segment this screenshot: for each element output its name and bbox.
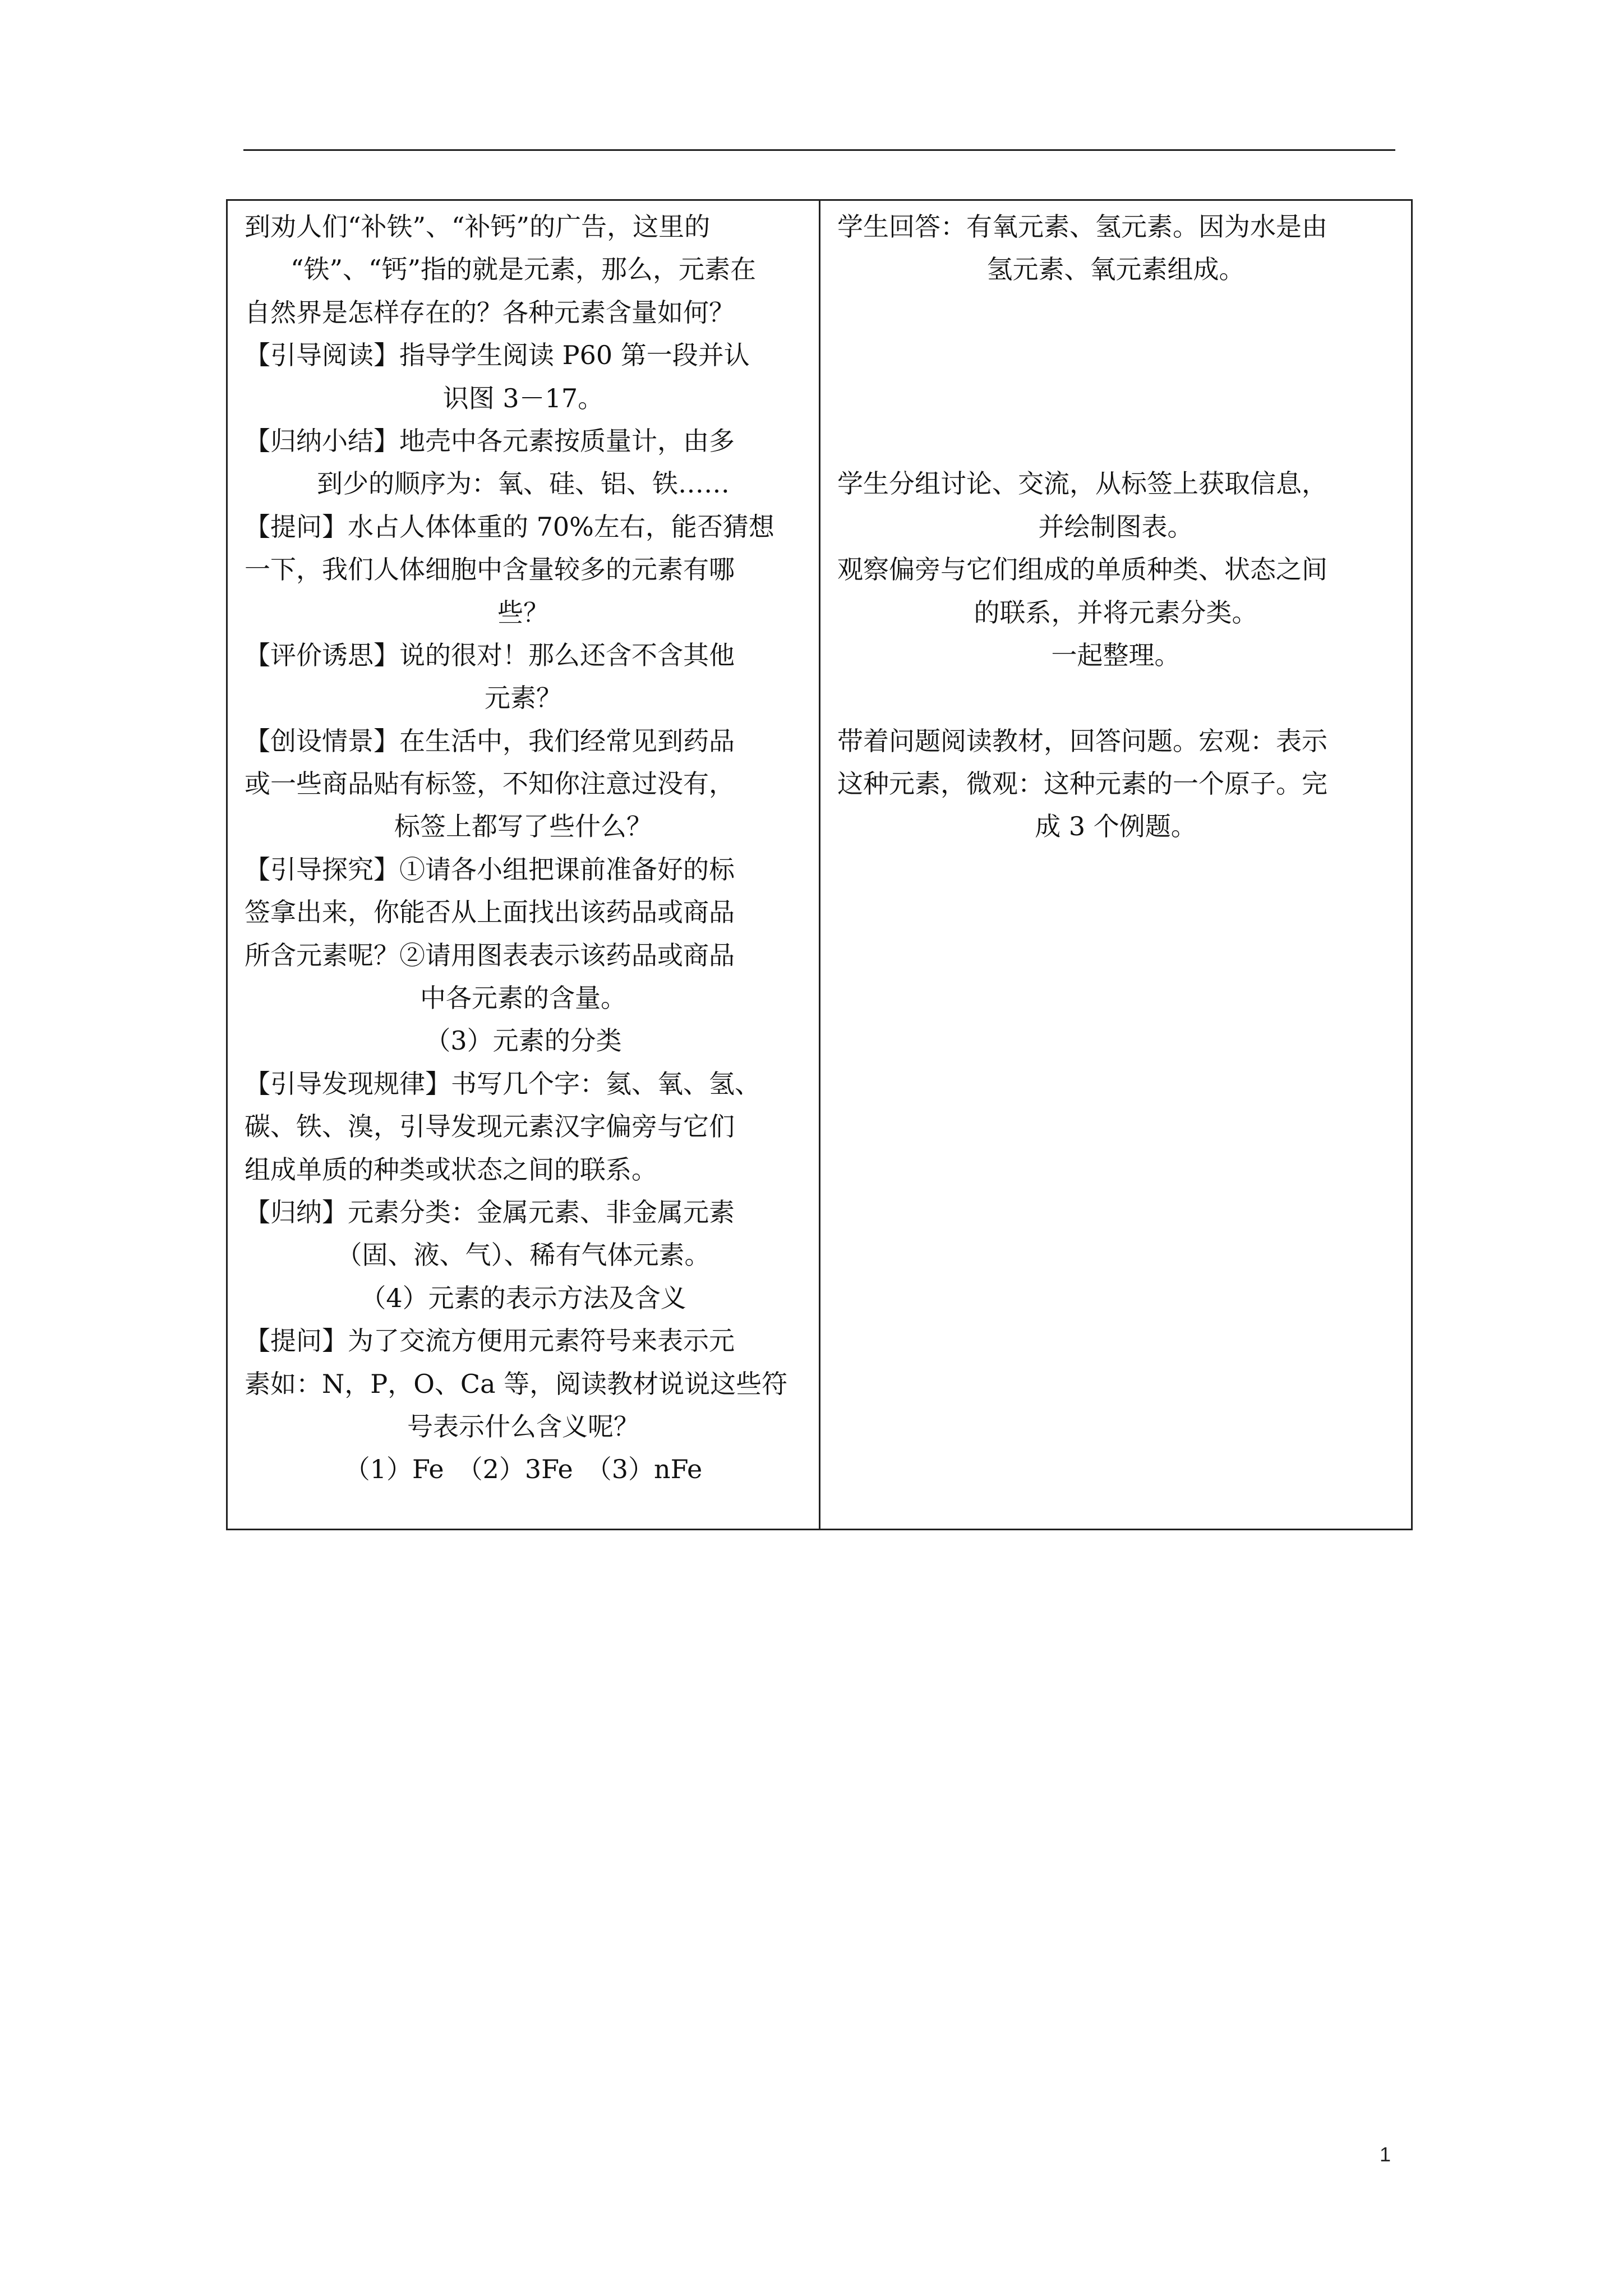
teacher-activity-line: （3）元素的分类: [425, 1025, 622, 1056]
header-rule: [243, 149, 1395, 151]
student-activity-line: [837, 334, 1394, 376]
teacher-activity-line: 中各元素的含量。: [420, 983, 626, 1014]
teacher-activity-line: 【引导探究】①请各小组把课前准备好的标: [245, 854, 735, 885]
student-activity-line: 带着问题阅读教材，回答问题。宏观：表示: [837, 725, 1327, 756]
teacher-activity-line: （1）Fe （2）3Fe （3）nFe: [344, 1454, 703, 1485]
student-activity-line: 观察偏旁与它们组成的单质种类、状态之间: [837, 554, 1327, 585]
student-activity-line: [837, 677, 1394, 719]
teacher-activity-line: 【引导阅读】指导学生阅读 P60 第一段并认: [245, 340, 750, 371]
student-activity-line: [837, 377, 1394, 420]
student-activity-line: 并绘制图表。: [1038, 511, 1193, 542]
teacher-activity-line: 自然界是怎样存在的？各种元素含量如何？: [245, 297, 735, 328]
teacher-activity-line: 【归纳小结】地壳中各元素按质量计，由多: [245, 425, 735, 456]
teacher-activity-line: 些？: [497, 597, 549, 628]
student-activity-line: 这种元素，微观：这种元素的一个原子。完: [837, 769, 1327, 799]
teacher-activity-line: （固、液、气）、稀有气体元素。: [336, 1240, 711, 1271]
student-activity-line: [837, 420, 1394, 462]
teacher-activity-line: 碳、铁、溴，引导发现元素汉字偏旁与它们: [245, 1111, 735, 1142]
teacher-activity-line: 【归纳】元素分类：金属元素、非金属元素: [245, 1197, 735, 1227]
teacher-activity-line: 号表示什么含义呢？: [407, 1411, 639, 1442]
teacher-activity-line: 元素？: [485, 683, 562, 714]
student-activity-line: 学生回答：有氧元素、氢元素。因为水是由: [837, 211, 1327, 242]
teacher-activity-column: [228, 201, 820, 1529]
teacher-activity-line: 所含元素呢？②请用图表表示该药品或商品: [245, 940, 735, 970]
teacher-activity-line: 【提问】水占人体体重的 70%左右，能否猜想: [245, 511, 774, 542]
teacher-activity-line: 【提问】为了交流方便用元素符号来表示元: [245, 1326, 735, 1356]
teacher-activity-line: “铁”、“钙”指的就是元素，那么，元素在: [290, 254, 757, 285]
teacher-activity-line: 素如：N，P，O、Ca 等，阅读教材说说这些符: [245, 1368, 788, 1399]
teacher-activity-line: 组成单质的种类或状态之间的联系。: [245, 1154, 657, 1185]
teacher-activity-line: 标签上都写了些什么？: [394, 811, 652, 842]
lesson-table: [226, 199, 1413, 1530]
teacher-activity-line: 【引导发现规律】书写几个字：氦、氧、氢、: [245, 1068, 760, 1099]
teacher-activity-line: 一下，我们人体细胞中含量较多的元素有哪: [245, 554, 735, 585]
teacher-activity-line: （4）元素的表示方法及含义: [360, 1282, 686, 1313]
teacher-activity-line: 签拿出来，你能否从上面找出该药品或商品: [245, 897, 735, 928]
student-activity-line: [837, 291, 1394, 334]
student-activity-line: 的联系，并将元素分类。: [974, 597, 1258, 628]
student-activity-line: 氢元素、氧元素组成。: [986, 254, 1245, 285]
teacher-activity-line: 到少的顺序为：氧、硅、铝、铁……: [317, 468, 730, 499]
student-activity-line: 成 3 个例题。: [1035, 811, 1197, 842]
teacher-activity-line: 【创设情景】在生活中，我们经常见到药品: [245, 725, 735, 756]
page-number: 1: [1379, 2143, 1391, 2166]
student-activity-column: [820, 201, 1411, 1529]
student-activity-line: 学生分组讨论、交流，从标签上获取信息，: [837, 468, 1327, 499]
teacher-activity-line: 或一些商品贴有标签，不知你注意过没有，: [245, 769, 735, 799]
teacher-activity-line: 【评价诱思】说的很对！那么还含不含其他: [245, 639, 735, 670]
student-activity-line: 一起整理。: [1051, 639, 1181, 670]
teacher-activity-line: 到劝人们“补铁”、“补钙”的广告，这里的: [245, 211, 711, 242]
teacher-activity-line: 识图 3－17。: [442, 383, 604, 413]
